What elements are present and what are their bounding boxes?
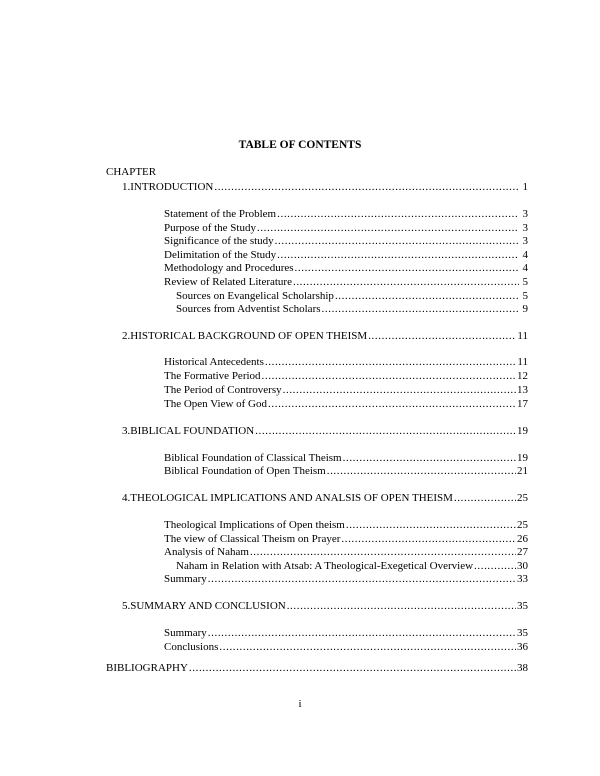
page-number: i (298, 698, 302, 710)
toc-entry-section[interactable] (164, 464, 528, 478)
toc-entry-section[interactable] (164, 518, 528, 532)
toc-entry-subsection[interactable] (176, 302, 528, 316)
toc-entry-section[interactable] (164, 626, 528, 640)
toc-entry-page: 33 (517, 573, 528, 585)
toc-entry-label: Theological Implications of Open theism (164, 519, 345, 531)
toc-entry-label: Biblical Foundation of Open Theism (164, 465, 326, 477)
dot-leader (277, 248, 519, 262)
dot-leader (208, 626, 516, 640)
toc-entry-section[interactable] (164, 383, 528, 397)
toc-entry-page: 38 (517, 662, 528, 674)
toc-entry-label: Statement of the Problem (164, 208, 277, 220)
toc-entry-page: 26 (517, 533, 528, 545)
toc-entry-label: 5.SUMMARY AND CONCLUSION (122, 600, 286, 612)
toc-entry-label: 1.INTRODUCTION (122, 181, 214, 193)
toc-entry-label: The Formative Period (164, 370, 261, 382)
toc-entry-section[interactable] (164, 221, 528, 235)
toc-entry-page: 4 (522, 249, 528, 261)
toc-entry-section[interactable] (164, 248, 528, 262)
toc-entry-section[interactable] (164, 261, 528, 275)
toc-entry-chapter-2[interactable] (122, 329, 528, 343)
toc-entry-page: 5 (522, 290, 528, 302)
toc-entry-page: 27 (517, 546, 528, 558)
toc-entry-label: Conclusions (164, 641, 219, 653)
dot-leader (214, 180, 519, 194)
toc-entry-section[interactable] (164, 397, 528, 411)
toc-entry-page: 19 (517, 425, 528, 437)
toc-entry-label: BIBLIOGRAPHY (106, 662, 188, 674)
toc-entry-section[interactable] (164, 275, 528, 289)
toc-entry-page: 3 (522, 208, 528, 220)
toc-entry-section[interactable] (164, 355, 528, 369)
toc-entry-bibliography[interactable] (106, 661, 528, 675)
toc-entry-section[interactable] (164, 545, 528, 559)
toc-entry-chapter-5[interactable] (122, 599, 528, 613)
toc-entry-page: 30 (517, 560, 528, 572)
toc-entry-label: 4.THEOLOGICAL IMPLICATIONS AND ANALSIS OF OPEN THEISM (122, 492, 453, 504)
toc-entry-page: 36 (517, 641, 528, 653)
toc-entry-label: The Open View of God (164, 398, 268, 410)
dot-leader (189, 661, 516, 675)
dot-leader (346, 518, 516, 532)
toc-entry-page: 13 (517, 384, 528, 396)
toc-entry-chapter-1[interactable] (122, 180, 528, 194)
toc-entry-label: Summary (164, 627, 207, 639)
toc-entry-label: 3.BIBLICAL FOUNDATION (122, 425, 255, 437)
dot-leader (454, 491, 516, 505)
toc-entry-section[interactable] (164, 207, 528, 221)
dot-leader (341, 532, 516, 546)
toc-entry-label: Historical Antecedents (164, 356, 264, 368)
toc-entry-page: 11 (517, 330, 528, 342)
dot-leader (268, 397, 516, 411)
dot-leader (335, 289, 519, 303)
toc-entry-label: 2.HISTORICAL BACKGROUND OF OPEN THEISM (122, 330, 368, 342)
toc-title: TABLE OF CONTENTS (238, 139, 362, 151)
toc-entry-page: 3 (522, 222, 528, 234)
toc-entry-page: 35 (517, 627, 528, 639)
toc-entry-label: Naham in Relation with Atsab: A Theological-Exegetical Overview (176, 560, 474, 572)
dot-leader (283, 383, 516, 397)
toc-entry-label: Delimitation of the Study (164, 249, 277, 261)
toc-entry-section[interactable] (164, 234, 528, 248)
toc-entry-page: 35 (517, 600, 528, 612)
toc-entry-subsection[interactable] (176, 289, 528, 303)
dot-leader (250, 545, 516, 559)
toc-entry-chapter-3[interactable] (122, 424, 528, 438)
toc-entry-page: 25 (517, 519, 528, 531)
dot-leader (474, 559, 516, 573)
toc-entry-page: 17 (517, 398, 528, 410)
toc-entry-page: 4 (522, 262, 528, 274)
toc-entry-page: 12 (517, 370, 528, 382)
dot-leader (277, 207, 519, 221)
toc-entry-subsection[interactable] (176, 559, 528, 573)
toc-entry-label: The view of Classical Theism on Prayer (164, 533, 341, 545)
dot-leader (262, 369, 516, 383)
dot-leader (265, 355, 517, 369)
toc-entry-page: 21 (517, 465, 528, 477)
toc-entry-label: Analysis of Naham (164, 546, 249, 558)
dot-leader (287, 599, 516, 613)
dot-leader (343, 451, 516, 465)
toc-entry-label: Review of Related Literature (164, 276, 292, 288)
dot-leader (322, 302, 519, 316)
dot-leader (368, 329, 516, 343)
toc-entry-label: The Period of Controversy (164, 384, 282, 396)
dot-leader (257, 221, 519, 235)
toc-entry-page: 1 (522, 181, 528, 193)
toc-entry-page: 19 (517, 452, 528, 464)
toc-entry-section[interactable] (164, 572, 528, 586)
dot-leader (295, 261, 519, 275)
chapter-heading: CHAPTER (106, 166, 157, 178)
toc-entry-page: 25 (517, 492, 528, 504)
dot-leader (293, 275, 519, 289)
dot-leader (327, 464, 516, 478)
toc-entry-chapter-4[interactable] (122, 491, 528, 505)
toc-entry-label: Methodology and Procedures (164, 262, 294, 274)
toc-entry-section[interactable] (164, 451, 528, 465)
toc-entry-page: 3 (522, 235, 528, 247)
toc-entry-page: 11 (517, 356, 528, 368)
toc-entry-page: 9 (522, 303, 528, 315)
toc-entry-section[interactable] (164, 640, 528, 654)
toc-entry-label: Significance of the study (164, 235, 274, 247)
toc-entry-label: Summary (164, 573, 207, 585)
toc-entry-label: Purpose of the Study (164, 222, 256, 234)
dot-leader (208, 572, 516, 586)
dot-leader (275, 234, 519, 248)
toc-entry-section[interactable] (164, 532, 528, 546)
toc-entry-section[interactable] (164, 369, 528, 383)
dot-leader (219, 640, 516, 654)
toc-entry-label: Sources from Adventist Scholars (176, 303, 321, 315)
toc-entry-label: Biblical Foundation of Classical Theism (164, 452, 342, 464)
dot-leader (255, 424, 516, 438)
toc-entry-page: 5 (522, 276, 528, 288)
toc-entry-label: Sources on Evangelical Scholarship (176, 290, 334, 302)
